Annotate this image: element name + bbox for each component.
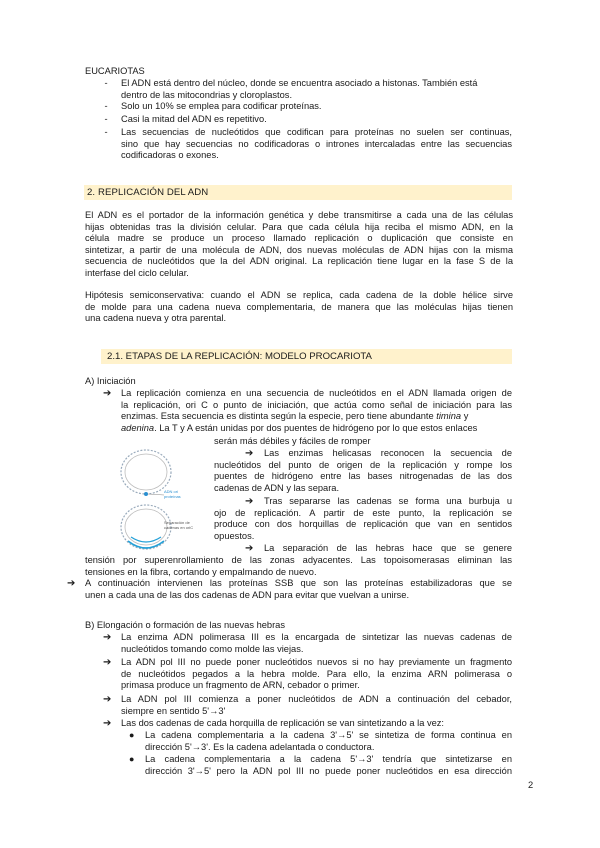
diagram-label: cadenas en oriC bbox=[164, 525, 194, 530]
paragraph-horquilla: Las dos cadenas de cada horquilla de replicación se van sintetizando a la vez: bbox=[121, 718, 445, 728]
paragraph-helicasas: Las enzimas helicasas reconocen la secuencia de nucleótidos del punto de origen de la replicación y rompe los puentes de hidrógeno entre las bases nitrogenadas de las dos cadenas de ADN y las separa. bbox=[214, 448, 512, 493]
paragraph-ssb: A continuación intervienen las proteínas SSB que son las proteínas estabilizadoras que se unen a cada una de las dos cadenas de ADN para evitar que vuelvan a unirse. bbox=[85, 578, 512, 600]
diagram-label: proteínas bbox=[164, 494, 181, 499]
paragraph-origen: La replicación comienza en una secuencia de nucleótidos en el ADN llamada origen de la replicación, ori C o punto de iniciación, que actúa como señal de iniciación para las enzimas. Esta secuencia es distinta según la especie, pero tiene abundante timina y adenina. La T y A están unidas por dos puentes de hidrógeno por lo que estos enlaces bbox=[121, 388, 512, 433]
section-heading: 2. REPLICACIÓN DEL ADN bbox=[84, 185, 512, 200]
list-dash: - bbox=[104, 114, 108, 124]
replication-diagram-svg bbox=[114, 437, 206, 565]
section-title-eucariotas: EUCARIOTAS bbox=[85, 66, 145, 76]
paragraph-topoisomerasas: tensión por superenrollamiento de las zonas adyacentes. Las topoisomerasas eliminan las tensiones en la fibra, cortando y empalmando de nuevo. bbox=[85, 555, 512, 577]
page-number: 2 bbox=[528, 780, 534, 790]
diagram-label: Separación de bbox=[164, 520, 190, 525]
diagram-label: ADN ori bbox=[164, 489, 179, 494]
paragraph-line: serán más débiles y fáciles de romper bbox=[214, 436, 371, 446]
arrow-bullet-icon: ➔ bbox=[245, 448, 254, 459]
list-item: El ADN está dentro del núcleo, donde se encuentra asociado a histonas. También está dentro de las mitocondrias y cloroplastos. bbox=[121, 78, 478, 100]
paragraph-cebador: La ADN pol III no puede poner nucleótidos nuevos si no hay previamente un fragmento de nucleótidos pegados a la hebra molde. Para ello, la enzima ARN polimerasa o primasa produce un fragmento de ARN, cebador o primer. bbox=[121, 657, 512, 691]
stage-title-elongacion: B) Elongación o formación de las nuevas hebras bbox=[85, 620, 286, 630]
arrow-bullet-icon: ➔ bbox=[103, 718, 112, 729]
paragraph-hipotesis: Hipótesis semiconservativa: cuando el ADN se replica, cada cadena de la doble hélice sirve de molde para una cadena nueva complementaria, de manera que las moléculas hijas tienen una cadena nueva y otra parental. bbox=[85, 290, 513, 324]
arrow-bullet-icon: ➔ bbox=[103, 388, 112, 399]
bullet-icon: ● bbox=[129, 754, 135, 764]
paragraph-replicacion: El ADN es el portador de la información genética y debe transmitirse a cada una de las células hijas obtenidas tras la división celular. Para que cada célula hija reciba el mismo ADN, en la célula madre se produce un proceso llamado replicación o duplicación que consiste en sintetizar, a partir de una molécula de ADN, dos nuevas moléculas de ADN hijas con la misma secuencia de nucleótidos que la del ADN original. La replicación tiene lugar en la fase S de la interfase del ciclo celular. bbox=[85, 210, 513, 278]
list-item: Las secuencias de nucleótidos que codifican para proteínas no suelen ser continuas, sino que hay secuencias no codificadoras o intrones intercaladas entre las secuencias codificadoras o exones. bbox=[121, 127, 512, 161]
arrow-bullet-icon: ➔ bbox=[103, 657, 112, 668]
paragraph-adelantada: La cadena complementaria a la cadena 3'→5' se sintetiza de forma continua en dirección 5'→3'. Es la cadena adelantada o conductora. bbox=[145, 730, 512, 752]
arrow-bullet-icon: ➔ bbox=[245, 496, 254, 507]
arrow-bullet-icon: ➔ bbox=[67, 578, 76, 589]
paragraph-line: La separación de las hebras hace que se genere bbox=[264, 543, 512, 553]
paragraph-polimerasa: La enzima ADN polimerasa III es la encargada de sintetizar las nuevas cadenas de nucleótidos tomando como molde las viejas. bbox=[121, 632, 512, 654]
paragraph-sentido: La ADN pol III comienza a poner nucleótidos de ADN a continuación del cebador, siempre en sentido 5'→3' bbox=[121, 694, 512, 716]
list-dash: - bbox=[104, 78, 108, 88]
list-item: Casi la mitad del ADN es repetitivo. bbox=[121, 114, 267, 124]
replication-bubble-diagram bbox=[114, 437, 206, 565]
arrow-bullet-icon: ➔ bbox=[103, 632, 112, 643]
list-dash: - bbox=[104, 127, 108, 137]
list-item: Solo un 10% se emplea para codificar proteínas. bbox=[121, 101, 322, 111]
stage-title-iniciacion: A) Iniciación bbox=[85, 376, 136, 386]
arrow-bullet-icon: ➔ bbox=[245, 543, 254, 554]
subsection-heading: 2.1. ETAPAS DE LA REPLICACIÓN: MODELO PROCARIOTA bbox=[101, 349, 512, 364]
bullet-icon: ● bbox=[129, 730, 135, 740]
paragraph-retardada: La cadena complementaria a la cadena 5'→3' tendría que sintetizarse en dirección 3'→5' pero la ADN pol III no puede poner nucleótidos en esa dirección bbox=[145, 754, 512, 776]
list-dash: - bbox=[104, 101, 108, 111]
paragraph-burbuja: Tras separarse las cadenas se forma una burbuja u ojo de replicación. A partir de este punto, la replicación se produce con dos horquillas de replicación que van en sentidos opuestos. bbox=[214, 496, 512, 541]
arrow-bullet-icon: ➔ bbox=[103, 694, 112, 705]
